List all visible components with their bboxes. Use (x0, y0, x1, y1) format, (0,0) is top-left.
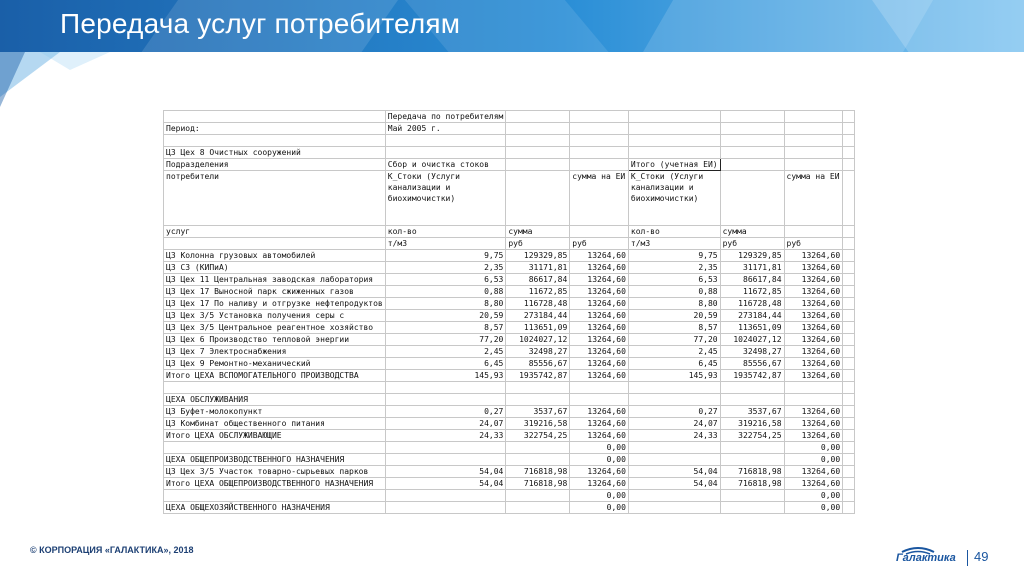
table-cell (843, 226, 855, 238)
table-cell: 13264,60 (570, 286, 629, 298)
table-cell: К_Стоки (Услуги канализации и биохимочистки) (628, 171, 720, 226)
table-cell: т/м3 (628, 238, 720, 250)
table-cell: 0,00 (570, 454, 629, 466)
table-row (164, 334, 855, 346)
table-cell: 32498,27 (720, 346, 784, 358)
table-row (164, 346, 855, 358)
table-cell (843, 490, 855, 502)
table-cell: руб (720, 238, 784, 250)
table-cell (506, 454, 570, 466)
table-cell (784, 135, 843, 147)
table-cell: 8,80 (628, 298, 720, 310)
table-cell: руб (784, 238, 843, 250)
table-cell: 8,57 (385, 322, 506, 334)
table-cell: ЦЕХА ОБЩЕХОЗЯЙСТВЕННОГО НАЗНАЧЕНИЯ (164, 502, 386, 514)
table-cell (843, 111, 855, 123)
table-cell (570, 147, 629, 159)
table-cell: 13264,60 (784, 358, 843, 370)
table-cell (164, 442, 386, 454)
table-cell: 13264,60 (570, 298, 629, 310)
table-cell (843, 442, 855, 454)
table-cell: 13264,60 (570, 262, 629, 274)
table-cell: потребители (164, 171, 386, 226)
table-cell (720, 490, 784, 502)
table-cell (385, 454, 506, 466)
table-cell (506, 159, 570, 171)
table-cell (628, 394, 720, 406)
table-cell (784, 382, 843, 394)
table-cell (843, 370, 855, 382)
table-row (164, 370, 855, 382)
table-row (164, 111, 855, 123)
table-cell: 3537,67 (720, 406, 784, 418)
table-cell: 319216,58 (506, 418, 570, 430)
table-cell (628, 111, 720, 123)
copyright-notice: © КОРПОРАЦИЯ «ГАЛАКТИКА», 2018 (30, 545, 194, 555)
table-cell: 13264,60 (570, 478, 629, 490)
table-cell (784, 111, 843, 123)
table-cell: 0,00 (570, 502, 629, 514)
table-row (164, 394, 855, 406)
table-cell: 11672,85 (720, 286, 784, 298)
table-cell: сумма на ЕИ (784, 171, 843, 226)
table-cell (843, 250, 855, 262)
table-cell: ЦЗ Цех 7 Электроснабжения (164, 346, 386, 358)
table-cell: ЦЗ Цех 3/5 Центральное реагентное хозяйство (164, 322, 386, 334)
table-cell (784, 159, 843, 171)
table-cell (720, 135, 784, 147)
table-row (164, 250, 855, 262)
table-cell (628, 454, 720, 466)
table-cell: 13264,60 (784, 430, 843, 442)
table-cell (784, 123, 843, 135)
footer-separator (967, 550, 968, 566)
table-cell (164, 135, 386, 147)
table-cell: 0,27 (385, 406, 506, 418)
table-row (164, 274, 855, 286)
table-cell: 716818,98 (506, 466, 570, 478)
table-row (164, 262, 855, 274)
table-cell (843, 135, 855, 147)
table-row (164, 171, 855, 226)
table-cell (843, 478, 855, 490)
table-row (164, 430, 855, 442)
table-cell: руб (506, 238, 570, 250)
table-cell: ЦЗ Цех 6 Производство тепловой энергии (164, 334, 386, 346)
table-cell (628, 382, 720, 394)
table-cell: 6,53 (628, 274, 720, 286)
table-row (164, 466, 855, 478)
table-cell: 116728,48 (720, 298, 784, 310)
table-cell (843, 382, 855, 394)
table-cell: 6,53 (385, 274, 506, 286)
table-cell (570, 226, 629, 238)
table-cell: 13264,60 (784, 262, 843, 274)
table-cell (385, 490, 506, 502)
table-row (164, 442, 855, 454)
table-cell: 85556,67 (506, 358, 570, 370)
table-cell: Передача по потребителям (385, 111, 506, 123)
table-cell: 77,20 (628, 334, 720, 346)
table-cell: 24,33 (385, 430, 506, 442)
table-row (164, 406, 855, 418)
table-cell: 716818,98 (720, 478, 784, 490)
table-cell: Итого ЦЕХА ВСПОМОГАТЕЛЬНОГО ПРОИЗВОДСТВА (164, 370, 386, 382)
table-cell (843, 322, 855, 334)
table-row (164, 226, 855, 238)
table-row (164, 298, 855, 310)
table-cell: 13264,60 (784, 478, 843, 490)
table-cell: 54,04 (628, 466, 720, 478)
table-cell (570, 135, 629, 147)
table-cell: 32498,27 (506, 346, 570, 358)
table-cell (843, 171, 855, 226)
table-cell: 273184,44 (506, 310, 570, 322)
table-cell: ЦЗ Колонна грузовых автомобилей (164, 250, 386, 262)
table-row (164, 147, 855, 159)
table-cell: 13264,60 (570, 322, 629, 334)
table-row (164, 322, 855, 334)
table-cell: К_Стоки (Услуги канализации и биохимочистки) (385, 171, 506, 226)
table-cell (784, 147, 843, 159)
table-cell (843, 298, 855, 310)
table-cell (628, 442, 720, 454)
table-cell: 24,33 (628, 430, 720, 442)
table-cell: 0,00 (784, 502, 843, 514)
table-row (164, 310, 855, 322)
table-cell: 716818,98 (720, 466, 784, 478)
table-cell: 13264,60 (570, 334, 629, 346)
table-cell (506, 135, 570, 147)
table-cell: кол-во (628, 226, 720, 238)
table-cell: Итого ЦЕХА ОБСЛУЖИВАЮЩИЕ (164, 430, 386, 442)
table-cell (843, 147, 855, 159)
table-cell: 13264,60 (784, 310, 843, 322)
table-cell: Сбор и очистка стоков (385, 159, 506, 171)
table-cell: 129329,85 (506, 250, 570, 262)
table-cell: ЦЗ Цех 17 Выносной парк сжиженных газов (164, 286, 386, 298)
table-cell (385, 135, 506, 147)
table-cell: 145,93 (628, 370, 720, 382)
table-cell (164, 382, 386, 394)
table-cell: 0,88 (628, 286, 720, 298)
table-cell (385, 147, 506, 159)
table-cell (164, 111, 386, 123)
table-cell: 0,00 (570, 442, 629, 454)
table-cell: 54,04 (385, 478, 506, 490)
table-cell: ЦЕХА ОБЩЕПРОИЗВОДСТВЕННОГО НАЗНАЧЕНИЯ (164, 454, 386, 466)
table-cell (570, 159, 629, 171)
table-cell: 9,75 (628, 250, 720, 262)
table-cell: 0,00 (570, 490, 629, 502)
table-cell (720, 123, 784, 135)
table-cell (628, 147, 720, 159)
table-cell: ЦЗ Цех 3/5 Участок товарно-сырьевых парков (164, 466, 386, 478)
table-cell: 113651,09 (506, 322, 570, 334)
table-cell: ЦЗ Цех 3/5 Установка получения серы с (164, 310, 386, 322)
table-cell (570, 111, 629, 123)
table-cell: 716818,98 (506, 478, 570, 490)
table-cell (843, 238, 855, 250)
table-cell: 6,45 (385, 358, 506, 370)
table-cell (843, 502, 855, 514)
table-cell: 13264,60 (784, 466, 843, 478)
table-cell: 13264,60 (570, 346, 629, 358)
table-cell: 86617,84 (506, 274, 570, 286)
table-cell: 0,27 (628, 406, 720, 418)
table-cell (570, 382, 629, 394)
table-cell: 13264,60 (570, 418, 629, 430)
table-cell: 0,88 (385, 286, 506, 298)
table-cell: 8,80 (385, 298, 506, 310)
table-cell (628, 135, 720, 147)
table-cell: ЦЗ Цех 8 Очистных сооружений (164, 147, 386, 159)
table-cell: 13264,60 (570, 250, 629, 262)
table-cell (506, 171, 570, 226)
table-cell (843, 418, 855, 430)
table-cell: ЦЗ Комбинат общественного питания (164, 418, 386, 430)
table-cell: 1024027,12 (720, 334, 784, 346)
table-cell: услуг (164, 226, 386, 238)
table-cell: 54,04 (628, 478, 720, 490)
table-cell: т/м3 (385, 238, 506, 250)
table-cell (843, 286, 855, 298)
table-cell: руб (570, 238, 629, 250)
table-cell: Итого ЦЕХА ОБЩЕПРОИЗВОДСТВЕННОГО НАЗНАЧЕНИЯ (164, 478, 386, 490)
table-cell: Итого (учетная ЕИ) (628, 159, 720, 171)
table-row (164, 159, 855, 171)
table-cell: 13264,60 (784, 250, 843, 262)
table-cell (385, 382, 506, 394)
table-cell: ЦЗ Цех 9 Ремонтно-механический (164, 358, 386, 370)
table-row (164, 490, 855, 502)
table-cell: 13264,60 (784, 334, 843, 346)
table-cell (628, 502, 720, 514)
table-cell (628, 490, 720, 502)
table-cell: 77,20 (385, 334, 506, 346)
table-cell (843, 123, 855, 135)
table-row (164, 454, 855, 466)
table-cell (570, 394, 629, 406)
table-cell: 273184,44 (720, 310, 784, 322)
slide-title: Передача услуг потребителям (60, 8, 461, 39)
table-cell (506, 394, 570, 406)
table-cell: 13264,60 (784, 406, 843, 418)
table-cell: 113651,09 (720, 322, 784, 334)
table-cell (843, 262, 855, 274)
table-cell (843, 310, 855, 322)
brand-name: Галактика (896, 552, 956, 564)
table-cell: 13264,60 (570, 274, 629, 286)
table-cell (843, 394, 855, 406)
table-cell (843, 454, 855, 466)
table-cell (720, 147, 784, 159)
table-cell (720, 171, 784, 226)
table-cell: сумма на ЕИ (570, 171, 629, 226)
table-cell: 319216,58 (720, 418, 784, 430)
table-cell: 20,59 (628, 310, 720, 322)
table-cell: 13264,60 (784, 286, 843, 298)
table-cell: 0,00 (784, 490, 843, 502)
table-cell: 13264,60 (784, 274, 843, 286)
table-row (164, 358, 855, 370)
table-cell: 13264,60 (570, 358, 629, 370)
table-cell (843, 430, 855, 442)
table-row (164, 123, 855, 135)
table-cell: 86617,84 (720, 274, 784, 286)
table-cell: 13264,60 (570, 406, 629, 418)
table-cell (720, 442, 784, 454)
table-cell: 3537,67 (506, 406, 570, 418)
table-cell: 2,35 (628, 262, 720, 274)
table-cell (720, 454, 784, 466)
table-cell (385, 442, 506, 454)
table-cell: 85556,67 (720, 358, 784, 370)
table-cell: ЦЗ СЗ (КИПиА) (164, 262, 386, 274)
table-cell: 322754,25 (506, 430, 570, 442)
table-cell: сумма (720, 226, 784, 238)
table-cell: 6,45 (628, 358, 720, 370)
table-cell: 13264,60 (784, 418, 843, 430)
table-cell: 2,45 (385, 346, 506, 358)
table-cell (720, 394, 784, 406)
table-cell (385, 394, 506, 406)
table-cell (843, 274, 855, 286)
table-cell (506, 382, 570, 394)
table-cell: сумма (506, 226, 570, 238)
table-cell: 13264,60 (784, 346, 843, 358)
table-cell (720, 502, 784, 514)
table-cell (164, 490, 386, 502)
table-cell: кол-во (385, 226, 506, 238)
table-cell: ЦЗ Цех 11 Центральная заводская лаборатория (164, 274, 386, 286)
table-cell: 129329,85 (720, 250, 784, 262)
table-row (164, 135, 855, 147)
table-cell: 24,07 (628, 418, 720, 430)
table-cell (843, 358, 855, 370)
table-cell: 1935742,87 (720, 370, 784, 382)
table-cell (843, 159, 855, 171)
table-cell: 116728,48 (506, 298, 570, 310)
table-cell: 31171,81 (506, 262, 570, 274)
table-cell: 13264,60 (570, 310, 629, 322)
table-cell: 24,07 (385, 418, 506, 430)
corner-decoration (0, 52, 140, 112)
table-cell (720, 159, 784, 171)
table-cell (843, 334, 855, 346)
table-cell (720, 382, 784, 394)
table-cell: 1935742,87 (506, 370, 570, 382)
table-cell: 11672,85 (506, 286, 570, 298)
table-cell: 145,93 (385, 370, 506, 382)
table-cell: 13264,60 (570, 430, 629, 442)
table-row (164, 478, 855, 490)
table-cell (506, 123, 570, 135)
table-cell: 9,75 (385, 250, 506, 262)
table-cell: 13264,60 (570, 466, 629, 478)
table-row (164, 286, 855, 298)
table-row (164, 382, 855, 394)
table-cell (506, 111, 570, 123)
table-cell: ЦЕХА ОБСЛУЖИВАНИЯ (164, 394, 386, 406)
table-cell: 2,35 (385, 262, 506, 274)
table-cell (385, 502, 506, 514)
table-cell (506, 442, 570, 454)
table-cell: 2,45 (628, 346, 720, 358)
table-cell: 13264,60 (570, 370, 629, 382)
slide-header (0, 0, 1024, 52)
table-cell: 20,59 (385, 310, 506, 322)
table-cell: 54,04 (385, 466, 506, 478)
table-cell: 322754,25 (720, 430, 784, 442)
table-cell (784, 394, 843, 406)
table-cell (506, 147, 570, 159)
table-cell: 13264,60 (784, 322, 843, 334)
table-cell (506, 502, 570, 514)
table-cell (720, 111, 784, 123)
table-cell (628, 123, 720, 135)
table-cell: 0,00 (784, 442, 843, 454)
table-cell: ЦЗ Цех 17 По наливу и отгрузке нефтепродуктов (164, 298, 386, 310)
table-cell (843, 466, 855, 478)
table-cell: Период: (164, 123, 386, 135)
table-cell (506, 490, 570, 502)
table-row (164, 238, 855, 250)
table-cell (570, 123, 629, 135)
page-number: 49 (974, 549, 989, 564)
table-cell: 1024027,12 (506, 334, 570, 346)
table-cell: Май 2005 г. (385, 123, 506, 135)
table-cell: 31171,81 (720, 262, 784, 274)
table-cell: 13264,60 (784, 370, 843, 382)
table-cell: ЦЗ Буфет-молокопункт (164, 406, 386, 418)
table-cell: 13264,60 (784, 298, 843, 310)
table-cell (843, 346, 855, 358)
table-cell: Подразделения (164, 159, 386, 171)
table-cell: 0,00 (784, 454, 843, 466)
spreadsheet-table (163, 110, 855, 514)
table-cell (784, 226, 843, 238)
table-cell: 8,57 (628, 322, 720, 334)
table-row (164, 502, 855, 514)
table-cell (843, 406, 855, 418)
table-cell (164, 238, 386, 250)
spreadsheet-screenshot (163, 110, 855, 523)
table-row (164, 418, 855, 430)
